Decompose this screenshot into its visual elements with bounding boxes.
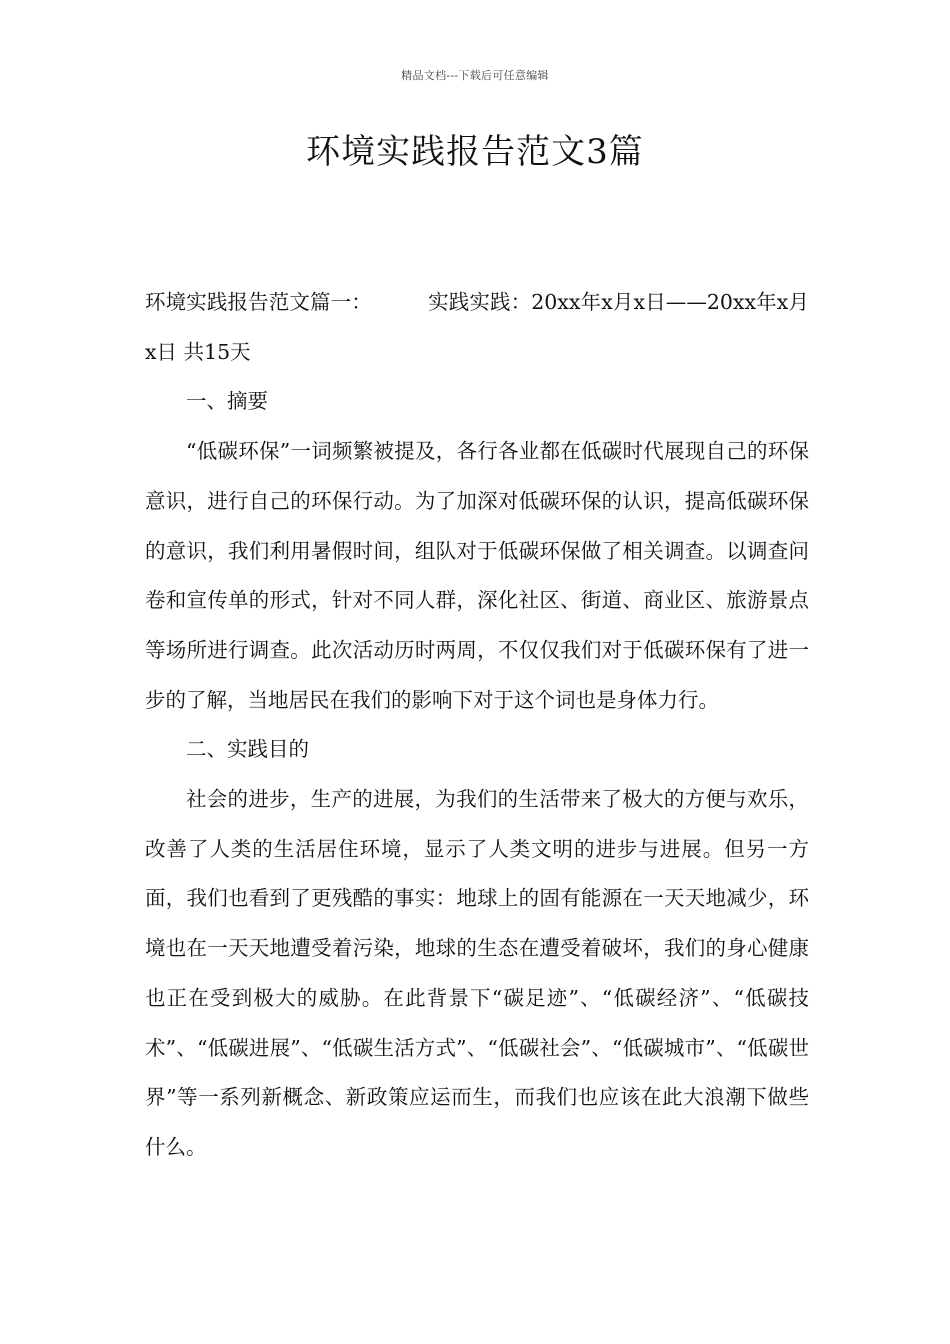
document-body [145,278,809,1173]
abstract-paragraph: “低碳环保”一词频繁被提及，各行各业都在低碳时代展现自己的环保意识，进行自己的环保行动。为了加深对低碳环保的认识，提高低碳环保的意识，我们利用暑假时间，组队对于低碳环保做了相关调查。以调查问卷和宣传单的形式，针对不同人群，深化社区、街道、商业区、旅游景点等场所进行调查。此次活动历时两周，不仅仅我们对于低碳环保有了进一步的了解，当地居民在我们的影响下对于这个词也是身体力行。 [145,439,809,712]
header-note: 精品文档---下载后可任意编辑 [401,69,549,82]
intro-paragraph [145,278,809,377]
purpose-paragraph: 社会的进步，生产的进展，为我们的生活带来了极大的方便与欢乐，改善了人类的生活居住环境，显示了人类文明的进步与进展。但另一方面，我们也看到了更残酷的事实：地球上的固有能源在一天天地减少，环境也在一天天地遭受着污染，地球的生态在遭受着破坏，我们的身心健康也正在受到极大的威胁。在此背景下“碳足迹”、“低碳经济”、“低碳技术”、“低碳进展”、“低碳生活方式”、“低碳社会”、“低碳城市”、“低碳世界”等一系列新概念、新政策应运而生，而我们也应该在此大浪潮下做些什么。 [145,787,809,1159]
intro-label: 环境实践报告范文篇一： [145,290,372,314]
section-heading-purpose: 二、实践目的 [186,737,309,762]
document-title: 环境实践报告范文3篇 [306,132,644,172]
section-heading-abstract: 一、摘要 [186,389,268,414]
intro-text: 实践实践：20xx年x月x日——20xx年x月x日 共15天 [145,290,809,364]
